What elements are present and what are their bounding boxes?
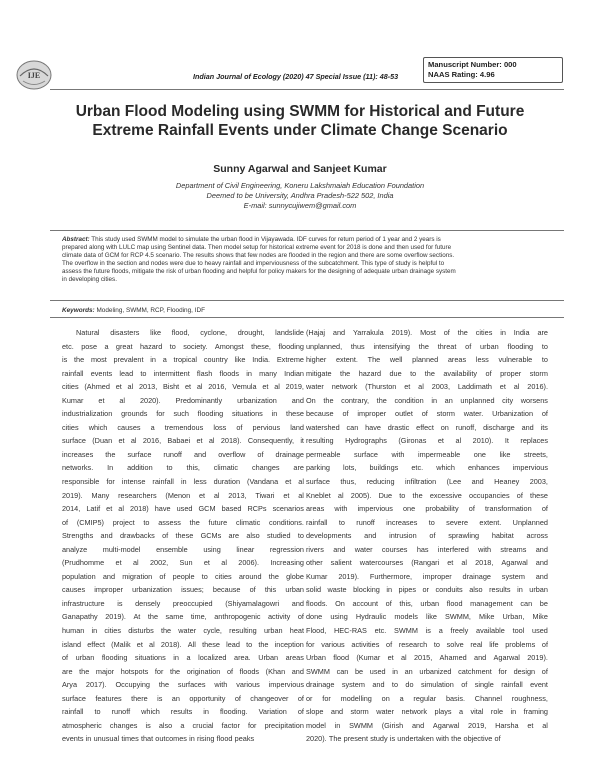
keywords-label: Keywords: bbox=[62, 307, 95, 314]
abstract-line: prepared along with LULC map using Sentinel data. Then model setup for historical extreme event for 2018 is done and then used for future bbox=[62, 244, 452, 252]
body-text-line: Kneblet al 2005). Due to the excessive occupancies of these bbox=[306, 490, 548, 500]
body-text-line: increases the surface runoff and overflow of drainage bbox=[62, 449, 304, 459]
abstract bbox=[62, 236, 546, 285]
body-text-line: higher extent. The well planned areas less vulnerable to bbox=[306, 355, 548, 365]
abstract-bottom-divider bbox=[50, 300, 564, 301]
email: E-mail: sunnycujiwem@gmail.com bbox=[243, 201, 357, 210]
body-text-line: Ganapathy 2019). At the same time, anthropogenic activity of bbox=[62, 612, 304, 622]
body-text-line: On the contrary, the condition in an unplanned city worsens bbox=[306, 395, 548, 405]
body-text-line: solid waste blocking in pipes or conduits also results in urban bbox=[306, 585, 548, 595]
abstract-top-divider bbox=[50, 230, 564, 231]
body-text-line: parking lots, buildings etc. which enhances impervious bbox=[306, 463, 548, 473]
abstract-line: climate data of GCM for RCP 4.5 scenario. The results shows that few nodes are flooded in the region and there are some overflow sections. bbox=[62, 252, 455, 260]
body-text-line: analyze multi-model ensemble using linear regression bbox=[62, 544, 304, 554]
body-text-line: rainfall to runoff which results in flooding. Variation of bbox=[62, 707, 304, 717]
journal-citation: Indian Journal of Ecology (2020) 47 Special Issue (11): 48-53 bbox=[193, 72, 399, 81]
body-text-line: surface (Duan et al 2016, Babaei et al 2018). Consequently, it bbox=[62, 436, 304, 446]
body-text-line: causes improper urbanization issues; because of this urban bbox=[62, 585, 304, 595]
body-text-line: because of improper outlet of storm water. Urbanization of bbox=[306, 409, 548, 419]
body-text-line: Kumar et al 2020). Predominantly urbanization and bbox=[62, 395, 304, 405]
body-text-line: 2020). The present study is undertaken with the objective of bbox=[306, 734, 501, 744]
title-line-2: Extreme Rainfall Events under Climate Change Scenario bbox=[92, 122, 508, 139]
body-text-line: responsible for intense rainfall in less duration (Vandana et al bbox=[62, 477, 304, 487]
affiliation-line: Department of Civil Engineering, Koneru Lakshmaiah Education Foundation bbox=[175, 181, 425, 190]
body-text-line: surface thus, reducing infiltration (Lee and Heaney 2003, bbox=[306, 477, 548, 487]
body-column-right bbox=[306, 326, 548, 746]
abstract-line: assess the future floods, mitigate the risk of urban flooding and helpful for policy makers for the designing of adequate urban drainage system bbox=[62, 268, 456, 276]
body-text-line: unplanned, thus intensifying the threat of urban flooding to bbox=[306, 341, 548, 351]
paper-title bbox=[40, 102, 560, 140]
affiliation bbox=[40, 181, 560, 211]
body-text-line: areas with impervious one probability of transformation of bbox=[306, 504, 548, 514]
body-text-line: developments and intrusion of sprawling habitat across bbox=[306, 531, 548, 541]
body-text-line: island effect (Malik et al 2018). All these lead to the inception bbox=[62, 639, 304, 649]
journal-logo-icon bbox=[14, 54, 54, 94]
authors: Sunny Agarwal and Sanjeet Kumar bbox=[213, 163, 387, 175]
body-text-line: is the most prevalent in a tropical country like India. Extreme bbox=[62, 355, 304, 365]
logo-text: IJE bbox=[27, 71, 41, 80]
body-text-line: industrialization grounds for such flooding situations in these bbox=[62, 409, 304, 419]
body-text-line: etc. pose a great hazard to society. Amongst these, flooding bbox=[62, 341, 304, 351]
body-column-left bbox=[62, 326, 304, 746]
abstract-label: Abstract: bbox=[62, 236, 90, 243]
manuscript-number: Manuscript Number: 000 bbox=[428, 60, 517, 69]
abstract-line: in developing cities. bbox=[62, 276, 117, 284]
body-text-line: rainfall events lead to intermittent flash floods in many Indian bbox=[62, 368, 304, 378]
body-text-line: Urban flood (Kumar et al 2015, Ahamed and Agarwal 2019). bbox=[306, 653, 548, 663]
naas-rating: NAAS Rating: 4.96 bbox=[428, 70, 495, 79]
body-text-line: for various activities of research to solve real life problems of bbox=[306, 639, 548, 649]
abstract-line: This study used SWMM model to simulate the urban flood in Vijayawada. IDF curves for return period of 1 year and 2 years is bbox=[91, 236, 441, 243]
body-text-line: (Hajaj and Yarrakula 2019). Most of the cities in India are bbox=[306, 328, 548, 337]
body-text-line: SWMM can be used in an urbanized catchment for design of bbox=[306, 666, 548, 676]
body-text-line: surface features there is an opportunity of changeover of bbox=[62, 693, 304, 703]
body-text-line: watershed can have drastic effect on runoff, discharge and its bbox=[306, 422, 548, 432]
body-text-line: model in SWMM (Girish and Agarwal 2019, Harsha et al bbox=[306, 720, 548, 730]
body-text-line: rivers and water courses has interfered with streams and bbox=[306, 544, 548, 554]
keywords bbox=[62, 307, 546, 314]
body-text-line: events in unusual times that outcomes in rising flood peaks bbox=[62, 734, 255, 744]
body-text-line: rainfall to runoff increases to severe extent. Unplanned bbox=[306, 517, 548, 527]
title-line-1: Urban Flood Modeling using SWMM for Historical and Future bbox=[75, 103, 525, 120]
body-text-line: water network (Thurston et al 2003, Laddimath et al 2016). bbox=[306, 382, 548, 392]
body-text-line: cities (Ahmed et al 2013, Bisht et al 2016, Vemula et al 2019, bbox=[62, 382, 304, 392]
body-text-line: or for modelling on a regular basis. Channel roughness, bbox=[306, 693, 548, 703]
body-text-line: atmospheric changes is also a crucial factor for precipitation bbox=[62, 720, 304, 730]
body-text-line: resulting Hydrographs (Gironas et al 2010). It replaces bbox=[306, 436, 548, 446]
body-text-line: slope and storm water network plays a vital role in framing bbox=[306, 707, 548, 717]
keywords-divider bbox=[50, 317, 564, 318]
body-text-line: Natural disasters like flood, cyclone, drought, landslide bbox=[76, 328, 304, 337]
body-text-line: of urban flooding situations in a localized area. Urban areas bbox=[62, 653, 304, 663]
body-text-line: permeable surface with impermeable one like streets, bbox=[306, 449, 548, 459]
manuscript-info-box bbox=[423, 57, 563, 83]
body-text-line: cities which causes a tremendous loss of pervious land bbox=[62, 422, 304, 432]
body-text-line: done using Hydraulic models like SWMM, Mike Urban, Mike bbox=[306, 612, 548, 622]
body-text-line: human in cities disturbs the water cycle, resulting urban heat bbox=[62, 626, 304, 636]
body-text-line: population and migration of people to cities around the globe bbox=[62, 571, 304, 581]
body-text-line: are the major hotspots for the origination of floods (Khan and bbox=[62, 666, 304, 676]
body-text-line: mitigate the hazard due to the availability of proper storm bbox=[306, 368, 548, 378]
body-text-line: other salient watercourses (Rangari et al 2018, Agarwal and bbox=[306, 558, 548, 568]
body-text-line: (Prudhomme et al 2002, Sun et al 2006). Increasing bbox=[62, 558, 304, 568]
body-text-line: 2014, Latif et al 2018) have used GCM based RCPs scenarios bbox=[62, 504, 304, 514]
body-text-line: infrastructure is densely preoccupied (Shiyamalagowri and bbox=[62, 598, 304, 608]
body-text-line: Strengths and drawbacks of these GCMs are also studied to bbox=[62, 531, 304, 541]
body-text-line: networks. In addition to this, climatic changes are bbox=[62, 463, 304, 473]
body-text-line: 2019). Many researchers (Menon et al 2013, Tiwari et al bbox=[62, 490, 304, 500]
affiliation-line: Deemed to be University, Andhra Pradesh-522 502, India bbox=[206, 191, 394, 200]
body-text-line: Flood, HEC-RAS etc. SWMM is a freely available tool used bbox=[306, 626, 548, 636]
header-divider bbox=[50, 89, 564, 90]
body-text-line: of (CMIP5) project to assess the future climatic conditions. bbox=[62, 517, 304, 527]
body-text-line: Kumar 2019). Furthermore, improper drainage system and bbox=[306, 571, 548, 581]
body-text-line: Arya 2017). Occupying the surfaces with various impervious bbox=[62, 680, 304, 690]
body-text-line: floods. On account of this, urban flood management can be bbox=[306, 598, 548, 608]
keywords-text: Modeling, SWMM, RCP, Flooding, IDF bbox=[96, 307, 206, 314]
abstract-line: The overflow in the section and nodes were due to heavy rainfall and imperviousness of the subcatchment. This type of study is helpful to bbox=[62, 260, 445, 268]
body-text-line: drainage system and to do simulation of single rainfall event bbox=[306, 680, 548, 690]
